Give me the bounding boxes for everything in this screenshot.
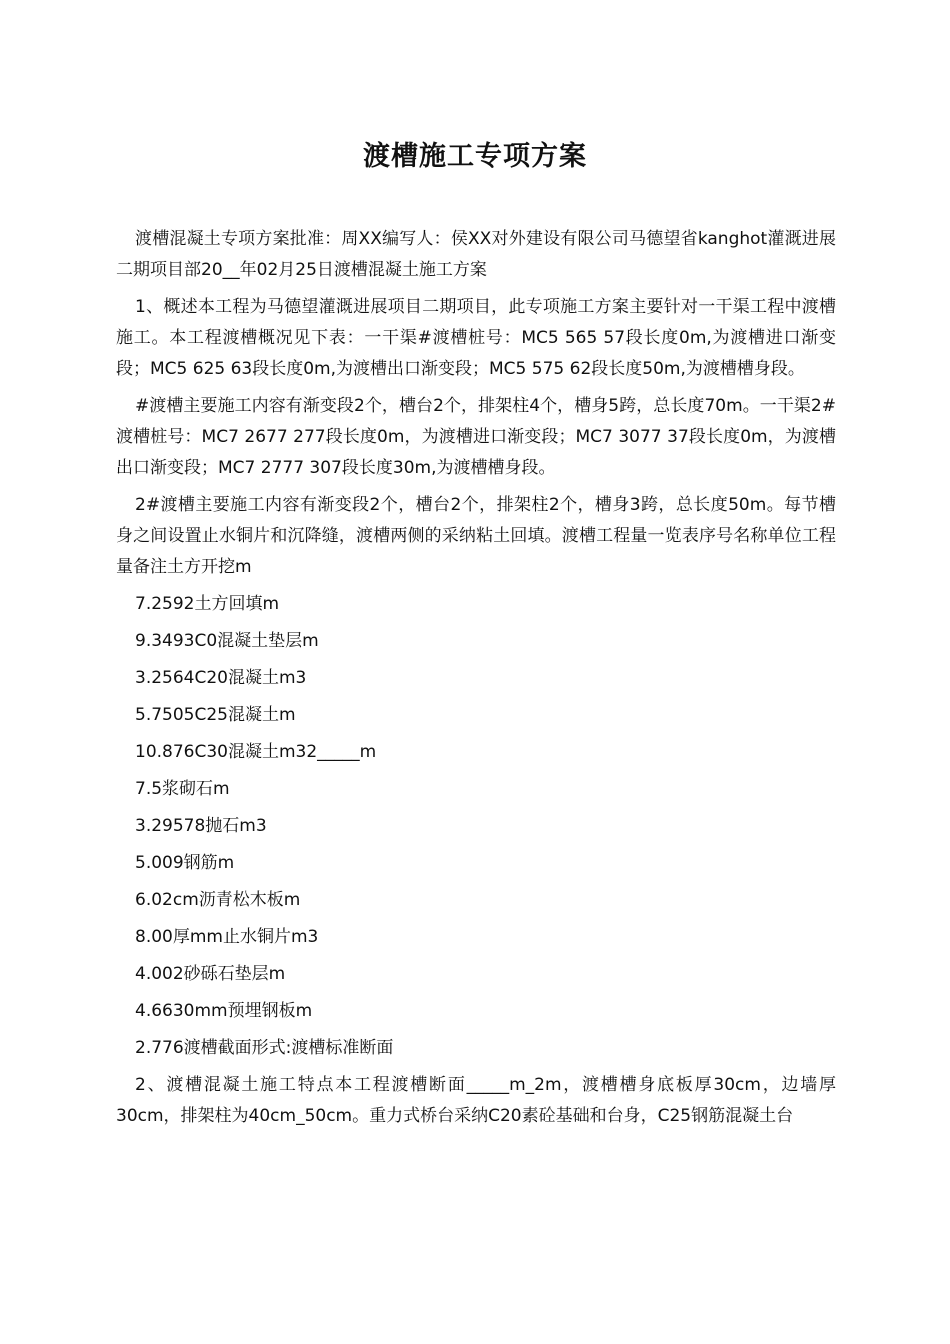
list-item: 3.2564C20混凝土m3 — [135, 668, 307, 688]
list-item: 9.3493C0混凝土垫层m — [135, 631, 319, 651]
paragraph-construction-features: 2、渡槽混凝土施工特点本工程渡槽断面_____m_2m，渡槽槽身底板厚30cm，边墙厚30cm，排架柱为40cm_50cm。重力式桥台采纳C20素砼基础和台身，C25钢筋混凝土台 — [116, 1075, 836, 1126]
list-item: 10.876C30混凝土m32_____m — [135, 742, 377, 762]
list-item: 3.29578抛石m3 — [135, 816, 267, 836]
list-item: 5.7505C25混凝土m — [135, 705, 296, 725]
paragraph-aqueduct-1: #渡槽主要施工内容有渐变段2个，槽台2个，排架柱4个，槽身5跨，总长度70m。一干渠2#渡槽桩号：MC7 2677 277段长度0m，为渡槽进口渐变段；MC7 3077 37段长度0m，为渡槽出口渐变段；MC7 2777 307段长度30m,为渡槽槽身段。 — [116, 396, 836, 478]
list-item: 5.009钢筋m — [135, 853, 235, 873]
paragraph-approval: 渡槽混凝土专项方案批准：周XX编写人：侯XX对外建设有限公司马德望省kanghot灌溉进展二期项目部20__年02月25日渡槽混凝土施工方案 — [116, 229, 836, 280]
list-item: 2.776渡槽截面形式:渡槽标准断面 — [135, 1038, 394, 1058]
list-item: 7.2592土方回填m — [135, 594, 280, 614]
list-item: 8.00厚mm止水铜片m3 — [135, 927, 319, 947]
list-item: 4.002砂砾石垫层m — [135, 964, 286, 984]
document-body — [116, 224, 836, 1138]
list-item: 6.02cm沥青松木板m — [135, 890, 301, 910]
paragraph-overview: 1、概述本工程为马德望灌溉进展项目二期项目，此专项施工方案主要针对一干渠工程中渡槽施工。本工程渡槽概况见下表：一干渠#渡槽桩号：MC5 565 57段长度0m,为渡槽进口渐变段；MC5 625 63段长度0m,为渡槽出口渐变段；MC5 575 62段长度50m,为渡槽槽身段。 — [116, 297, 836, 379]
list-item: 7.5浆砌石m — [135, 779, 230, 799]
list-item: 4.6630mm预埋钢板m — [135, 1001, 313, 1021]
paragraph-aqueduct-2: 2#渡槽主要施工内容有渐变段2个，槽台2个，排架柱2个，槽身3跨，总长度50m。每节槽身之间设置止水铜片和沉降缝，渡槽两侧的采纳粘土回填。渡槽工程量一览表序号名称单位工程量备注土方开挖m — [116, 495, 836, 577]
document-title: 渡槽施工专项方案 — [363, 141, 587, 172]
